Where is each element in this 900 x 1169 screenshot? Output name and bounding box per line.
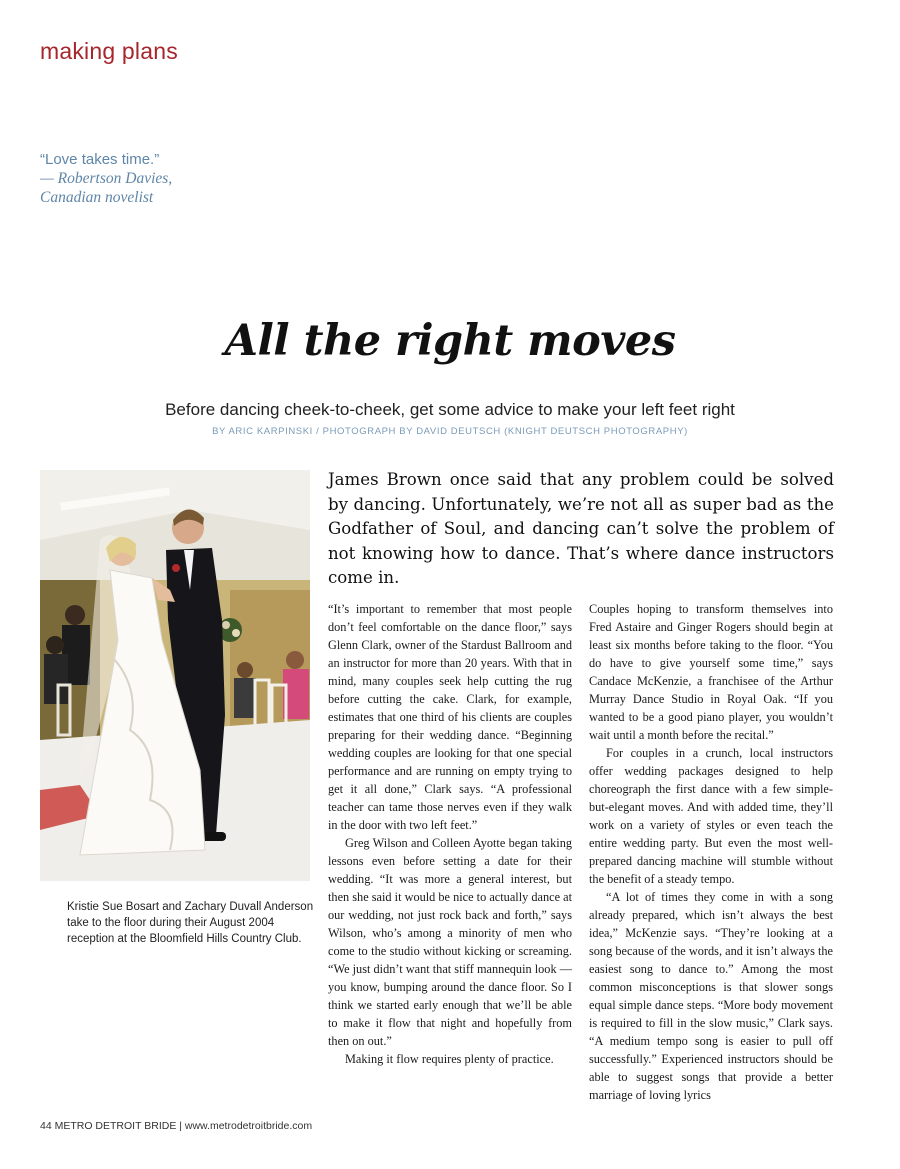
body-paragraph: “It’s important to remember that most people don’t feel comfortable on the dance floor,” says Glenn Clark, owner of the Stardust Ballroom and an instructor for more than 20 years. With that in mind, many couples seek help cutting the rug before cutting the cake. Clark, for example, estimates that one third of his clients are couples preparing for their wedding dance. “Beginning wedding couples are looking for that one special performance and are running on empty trying to get it all done,” Clark says. “A professional teacher can tame those nerves even if they walk in the door with two left feet.”: [328, 602, 572, 832]
body-paragraph: Making it flow requires plenty of practice.: [345, 1052, 554, 1066]
body-paragraph: For couples in a crunch, local instructors offer wedding packages designed to help choreograph the first dance with a few simple-but-elegant moves. And with added time, they’ll work on a variety of styles or even teach the entire wedding party. But even the most well-prepared dancing machine will stumble without the benefit of a steady tempo.: [589, 746, 833, 886]
wedding-dance-photo: [40, 470, 310, 881]
page-footer: 44 METRO DETROIT BRIDE | www.metrodetroitbride.com: [40, 1120, 313, 1132]
article-byline: BY ARIC KARPINSKI / PHOTOGRAPH BY DAVID DEUTSCH (KNIGHT DEUTSCH PHOTOGRAPHY): [212, 426, 688, 437]
body-column-2: [589, 600, 833, 1105]
body-column-1: [328, 600, 572, 1105]
quote-attribution-title: Canadian novelist: [40, 189, 154, 206]
article-headline: All the right moves: [224, 316, 676, 366]
section-label: making plans: [40, 38, 178, 64]
pull-quote: [40, 150, 280, 207]
article-deck: Before dancing cheek-to-cheek, get some advice to make your left feet right: [165, 400, 735, 419]
quote-text: “Love takes time.”: [40, 151, 160, 168]
photo-illustration: [40, 470, 310, 881]
body-paragraph: Greg Wilson and Colleen Ayotte began taking lessons even before setting a date for their wedding. “It was more a general interest, but then she said it would be nice to actually dance at our wedding, not just rock back and forth,” says Wilson, who’s among a minority of men who come to the studio without kicking or screaming. “We just didn’t want that stiff mannequin look — you know, bumping around the dance floor. So I think we started early enough that we’ll be able to make it flow that night and hopefully from then on out.”: [328, 836, 572, 1048]
body-paragraph: Couples hoping to transform themselves into Fred Astaire and Ginger Rogers should begin at least six months before taking to the floor. “You do have to give yourself some time,” says Candace McKenzie, a franchisee of the Arthur Murray Dance Studio in Royal Oak. “If you wanted to be a good piano player, you wouldn’t wait until a month before the recital.”: [589, 602, 833, 742]
photo-caption: Kristie Sue Bosart and Zachary Duvall Anderson take to the floor during their August 2004 reception at the Bloomfield Hills Country Club.: [67, 901, 314, 945]
quote-attribution-author: — Robertson Davies,: [40, 170, 173, 187]
article-lede: James Brown once said that any problem could be solved by dancing. Unfortunately, we’re not all as super bad as the Godfather of Soul, and dancing can’t solve the problem of not knowing how to dance. That’s where dance instructors come in.: [328, 470, 834, 587]
body-paragraph: “A lot of times they come in with a song already prepared, which isn’t always the best idea,” McKenzie says. “They’re looking at a song because of the words, and it isn’t always the easiest song to dance to.” Among the most common misconceptions is that slower songs equal simple dance steps. “More body movement is required to fill in the slow music,” Clark says. “A medium tempo song is easier to pull off successfully.” Experienced instructors should be able to suggest songs that provide a better marriage of loving lyrics: [589, 890, 833, 1102]
